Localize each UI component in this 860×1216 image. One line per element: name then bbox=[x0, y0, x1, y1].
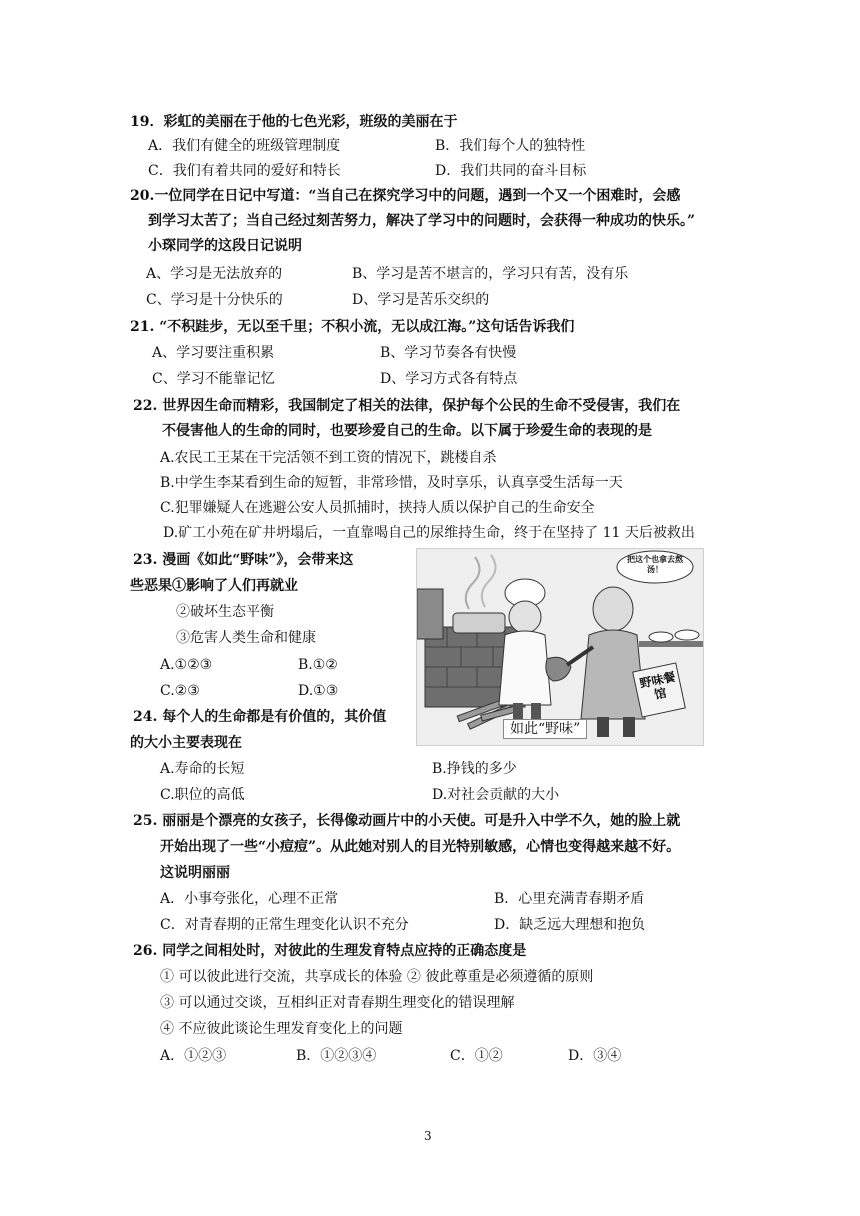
cartoon-restaurant-sign: 野味餐馆 bbox=[638, 669, 677, 702]
q24-stem-line2: 的大小主要表现在 bbox=[130, 735, 242, 751]
q24-option-a: A.寿命的长短 bbox=[160, 761, 245, 777]
q21-stem: 21. “不积跬步，无以至千里；不积小流，无以成江海。”这句话告诉我们 bbox=[130, 319, 575, 335]
q26-option-b: B．①②③④ bbox=[296, 1048, 377, 1064]
q24-option-d: D.对社会贡献的大小 bbox=[432, 787, 560, 803]
q19-stem: 19．彩虹的美丽在于他的七色光彩，班级的美丽在于 bbox=[130, 114, 458, 130]
q21-option-a: A、学习要注重积累 bbox=[152, 345, 275, 361]
q24-stem-line1: 24. 每个人的生命都是有价值的，其价值 bbox=[133, 709, 387, 725]
q23-stem-line1: 23. 漫画《如此“野味”》，会带来这 bbox=[133, 552, 354, 568]
q22-option-a: A.农民工王某在干完活领不到工资的情况下，跳楼自杀 bbox=[160, 450, 497, 466]
cartoon-caption: 如此“野味” bbox=[503, 719, 587, 739]
q25-option-b: B．心里充满青春期矛盾 bbox=[494, 891, 645, 907]
q19-option-d: D．我们共同的奋斗目标 bbox=[435, 163, 587, 179]
q23-stem-line2: 些恶果①影响了人们再就业 bbox=[130, 578, 298, 594]
q26-option-c: C．①② bbox=[450, 1048, 503, 1064]
q22-option-d: D.矿工小苑在矿井坍塌后，一直靠喝自己的尿维持生命，终于在坚持了 11 天后被救出 bbox=[163, 525, 695, 541]
q26-option-a: A．①②③ bbox=[160, 1048, 227, 1064]
q25-stem-line1: 25. 丽丽是个漂亮的女孩子，长得像动画片中的小天使。可是升入中学不久，她的脸上就 bbox=[133, 813, 681, 829]
q22-stem-line2: 不侵害他人的生命的同时，也要珍爱自己的生命。以下属于珍爱生命的表现的是 bbox=[162, 423, 652, 439]
q24-option-c: C.职位的高低 bbox=[160, 787, 245, 803]
q20-stem-line3: 小琛同学的这段日记说明 bbox=[148, 238, 302, 254]
q21-option-d: D、学习方式各有特点 bbox=[380, 371, 518, 387]
q23-item-3: ③危害人类生命和健康 bbox=[176, 630, 316, 646]
q26-statement-line3: ④ 不应彼此谈论生理发育变化上的问题 bbox=[160, 1021, 403, 1037]
q26-stem: 26. 同学之间相处时，对彼此的生理发育特点应持的正确态度是 bbox=[133, 943, 527, 959]
q19-option-a: A．我们有健全的班级管理制度 bbox=[148, 138, 341, 154]
q19-option-c: C．我们有着共同的爱好和特长 bbox=[148, 163, 341, 179]
q21-option-c: C、学习不能靠记忆 bbox=[152, 371, 275, 387]
cartoon-illustration bbox=[416, 548, 704, 746]
q23-option-c: C.②③ bbox=[160, 683, 200, 699]
q20-option-c: C、学习是十分快乐的 bbox=[146, 292, 283, 308]
cartoon-drawing bbox=[417, 549, 703, 745]
q23-option-d: D.①③ bbox=[298, 683, 339, 699]
q20-option-b: B、学习是苦不堪言的，学习只有苦，没有乐 bbox=[352, 266, 629, 282]
q22-option-c: C.犯罪嫌疑人在逃避公安人员抓捕时，挟持人质以保护自己的生命安全 bbox=[160, 500, 595, 516]
q19-option-b: B．我们每个人的独特性 bbox=[435, 138, 586, 154]
q26-statement-line2: ③ 可以通过交谈，互相纠正对青春期生理变化的错误理解 bbox=[160, 995, 515, 1011]
q24-option-b: B.挣钱的多少 bbox=[432, 761, 517, 777]
q20-option-d: D、学习是苦乐交织的 bbox=[352, 292, 490, 308]
q23-option-b: B.①② bbox=[298, 657, 338, 673]
page-number: 3 bbox=[424, 1129, 432, 1143]
q20-stem-line1: 20.一位同学在日记中写道：“当自己在探究学习中的问题，遇到一个又一个困难时，会感 bbox=[130, 188, 681, 204]
q26-option-d: D．③④ bbox=[568, 1048, 622, 1064]
q26-statement-line1: ① 可以彼此进行交流，共享成长的体验 ② 彼此尊重是必须遵循的原则 bbox=[160, 969, 594, 985]
q25-option-a: A．小事夸张化，心理不正常 bbox=[160, 891, 339, 907]
q25-option-d: D．缺乏远大理想和抱负 bbox=[494, 917, 646, 933]
q23-item-2: ②破坏生态平衡 bbox=[176, 604, 274, 620]
cartoon-speech-bubble: 把这个也拿去熬汤！ bbox=[627, 555, 683, 574]
q21-option-b: B、学习节奏各有快慢 bbox=[380, 345, 517, 361]
q25-stem-line3: 这说明丽丽 bbox=[160, 865, 230, 881]
q22-option-b: B.中学生李某看到生命的短暂，非常珍惜，及时享乐，认真享受生活每一天 bbox=[160, 475, 623, 491]
q20-option-a: A、学习是无法放弃的 bbox=[146, 266, 283, 282]
q23-option-a: A.①②③ bbox=[160, 657, 213, 673]
q25-option-c: C．对青春期的正常生理变化认识不充分 bbox=[160, 917, 409, 933]
q20-stem-line2: 到学习太苦了；当自己经过刻苦努力，解决了学习中的问题时，会获得一种成功的快乐。” bbox=[148, 213, 696, 229]
q22-stem-line1: 22. 世界因生命而精彩，我国制定了相关的法律，保护每个公民的生命不受侵害，我们在 bbox=[133, 398, 681, 414]
q25-stem-line2: 开始出现了一些“小痘痘”。从此她对别人的目光特别敏感，心情也变得越来越不好。 bbox=[160, 839, 681, 855]
